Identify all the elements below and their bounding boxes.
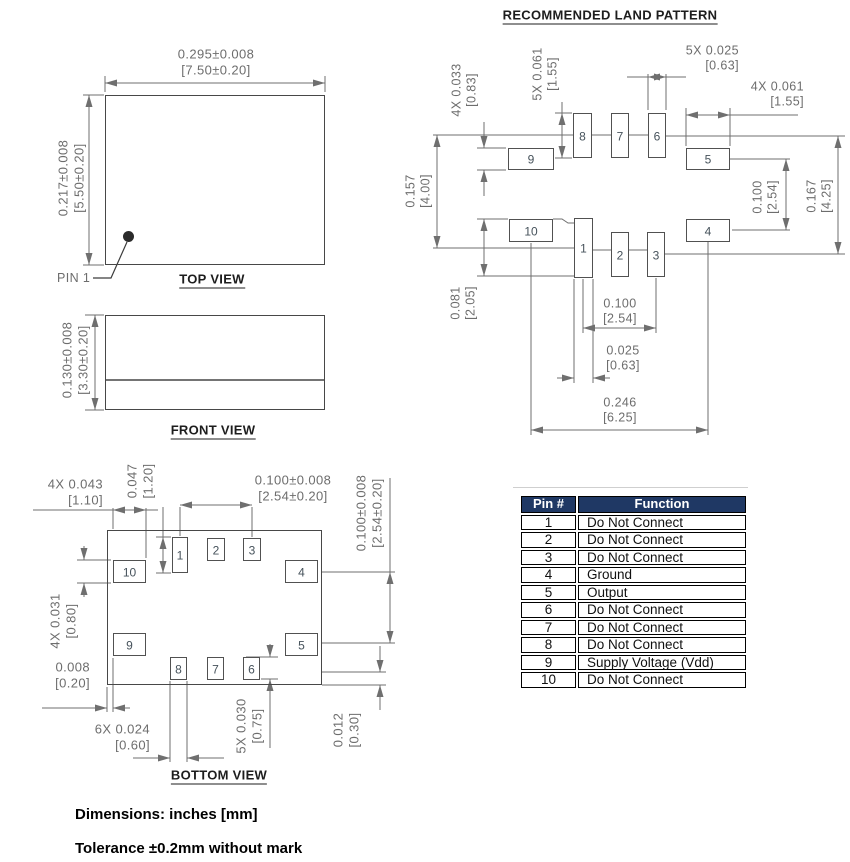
pin-function: Do Not Connect	[578, 550, 746, 566]
function-column-header: Function	[578, 496, 746, 513]
land-pad-4: 4	[686, 219, 730, 242]
dim-side-pad-height-label: 4X 0.033 [0.83]	[449, 63, 478, 117]
dim-corner-pad-height-label: 4X 0.031 [0.80]	[47, 593, 78, 649]
bottom-pad-10: 10	[113, 560, 146, 583]
table-row	[521, 655, 746, 671]
pin-number: 8	[521, 637, 576, 653]
dim-horizontal-pitch-label: 0.100±0.008 [2.54±0.20]	[254, 472, 332, 503]
dim-corner-pad-width-label: 4X 0.043 [1.10]	[47, 476, 103, 507]
tolerance-note: Tolerance ±0.2mm without mark	[75, 840, 303, 857]
table-row	[521, 602, 746, 618]
dim-row-spacing-label: 0.157 [4.00]	[403, 174, 432, 208]
bottom-pad-4: 4	[285, 560, 318, 583]
land-pad-8: 8	[573, 113, 592, 158]
pin1-label: PIN 1	[57, 271, 91, 285]
land-pad-2: 2	[611, 232, 629, 277]
pin-function: Supply Voltage (Vdd)	[578, 655, 746, 671]
bottom-pad-7: 7	[207, 657, 224, 680]
land-pad-10: 10	[509, 219, 553, 242]
bottom-pad-3: 3	[243, 538, 261, 561]
bottom-pad-1: 1	[172, 537, 188, 573]
dim-small-pad-height-label: 5X 0.030 [0.75]	[233, 698, 264, 754]
dim-top-pad-width-label: 5X 0.025 [0.63]	[685, 43, 739, 72]
bottom-pad-8: 8	[170, 657, 187, 680]
table-row	[521, 637, 746, 653]
dim-overall-height-label: 0.167 [4.25]	[804, 179, 833, 213]
dim-top-width-label: 0.295±0.008 [7.50±0.20]	[177, 46, 255, 77]
dim-pad1-width-label: 0.025 [0.63]	[606, 343, 640, 372]
dim-pad-row-extent-label: 0.081 [2.05]	[448, 286, 477, 320]
pin-number: 1	[521, 515, 576, 531]
pin-function: Do Not Connect	[578, 620, 746, 636]
table-row	[521, 672, 746, 688]
pin-column-header: Pin #	[521, 496, 576, 513]
pin-function: Do Not Connect	[578, 602, 746, 618]
land-pad-3: 3	[647, 232, 665, 277]
pin-number: 6	[521, 602, 576, 618]
dim-front-height-label: 0.130±0.008 [3.30±0.20]	[59, 321, 90, 399]
units-note: Dimensions: inches [mm]	[75, 806, 258, 823]
dim-top-pad-length-label: 5X 0.061 [1.55]	[530, 47, 559, 101]
dim-small-pad-width-label: 6X 0.024 [0.60]	[94, 721, 150, 752]
pin-function-table	[519, 494, 748, 690]
pin-number: 9	[521, 655, 576, 671]
dim-top-height-label: 0.217±0.008 [5.50±0.20]	[55, 139, 86, 217]
table-row	[521, 585, 746, 601]
table-header-row	[521, 496, 746, 513]
pin-number: 7	[521, 620, 576, 636]
table-row	[521, 620, 746, 636]
land-pad-1: 1	[574, 218, 593, 278]
pin-number: 4	[521, 567, 576, 583]
land-pattern-title: RECOMMENDED LAND PATTERN	[502, 7, 718, 23]
bottom-pad-9: 9	[113, 633, 146, 656]
pin-function: Ground	[578, 567, 746, 583]
land-pattern-dim-lines	[433, 74, 845, 435]
pin-number: 5	[521, 585, 576, 601]
land-pad-9: 9	[508, 148, 554, 170]
dim-bottom-pitch-label: 0.100 [2.54]	[603, 296, 637, 325]
dim-side-pitch-label: 0.100 [2.54]	[750, 180, 779, 214]
table-row	[521, 550, 746, 566]
table-row	[521, 515, 746, 531]
top-view-title: TOP VIEW	[179, 271, 245, 287]
pin-function: Do Not Connect	[578, 637, 746, 653]
pin-number: 10	[521, 672, 576, 688]
dim-overall-width-label: 0.246 [6.25]	[603, 395, 637, 424]
top-view-outline	[105, 95, 325, 265]
pin-number: 2	[521, 532, 576, 548]
bottom-pad-2: 2	[207, 538, 225, 561]
pin-function: Do Not Connect	[578, 532, 746, 548]
land-pad-5: 5	[686, 148, 730, 170]
bottom-pad-6: 6	[243, 657, 260, 680]
table-row	[521, 532, 746, 548]
dim-bottom-offset-label: 0.012 [0.30]	[330, 712, 361, 748]
table-row	[521, 567, 746, 583]
dim-side-pad-length-label: 4X 0.061 [1.55]	[750, 79, 804, 108]
dim-pad1-length-label: 0.047 [1.20]	[124, 463, 155, 499]
pin-function: Do Not Connect	[578, 515, 746, 531]
table-top-artifact-line	[513, 487, 748, 488]
dim-edge-clearance-label: 0.008 [0.20]	[55, 659, 90, 690]
dim-vertical-pitch-label: 0.100±0.008 [2.54±0.20]	[353, 474, 384, 552]
bottom-pad-5: 5	[285, 633, 318, 656]
pin-function: Output	[578, 585, 746, 601]
pin-number: 3	[521, 550, 576, 566]
bottom-view-title: BOTTOM VIEW	[170, 767, 268, 783]
land-pad-7: 7	[611, 113, 629, 158]
pin-function: Do Not Connect	[578, 672, 746, 688]
front-view-title: FRONT VIEW	[170, 422, 256, 438]
front-view-outline	[105, 315, 325, 410]
land-pad-6: 6	[648, 113, 666, 158]
